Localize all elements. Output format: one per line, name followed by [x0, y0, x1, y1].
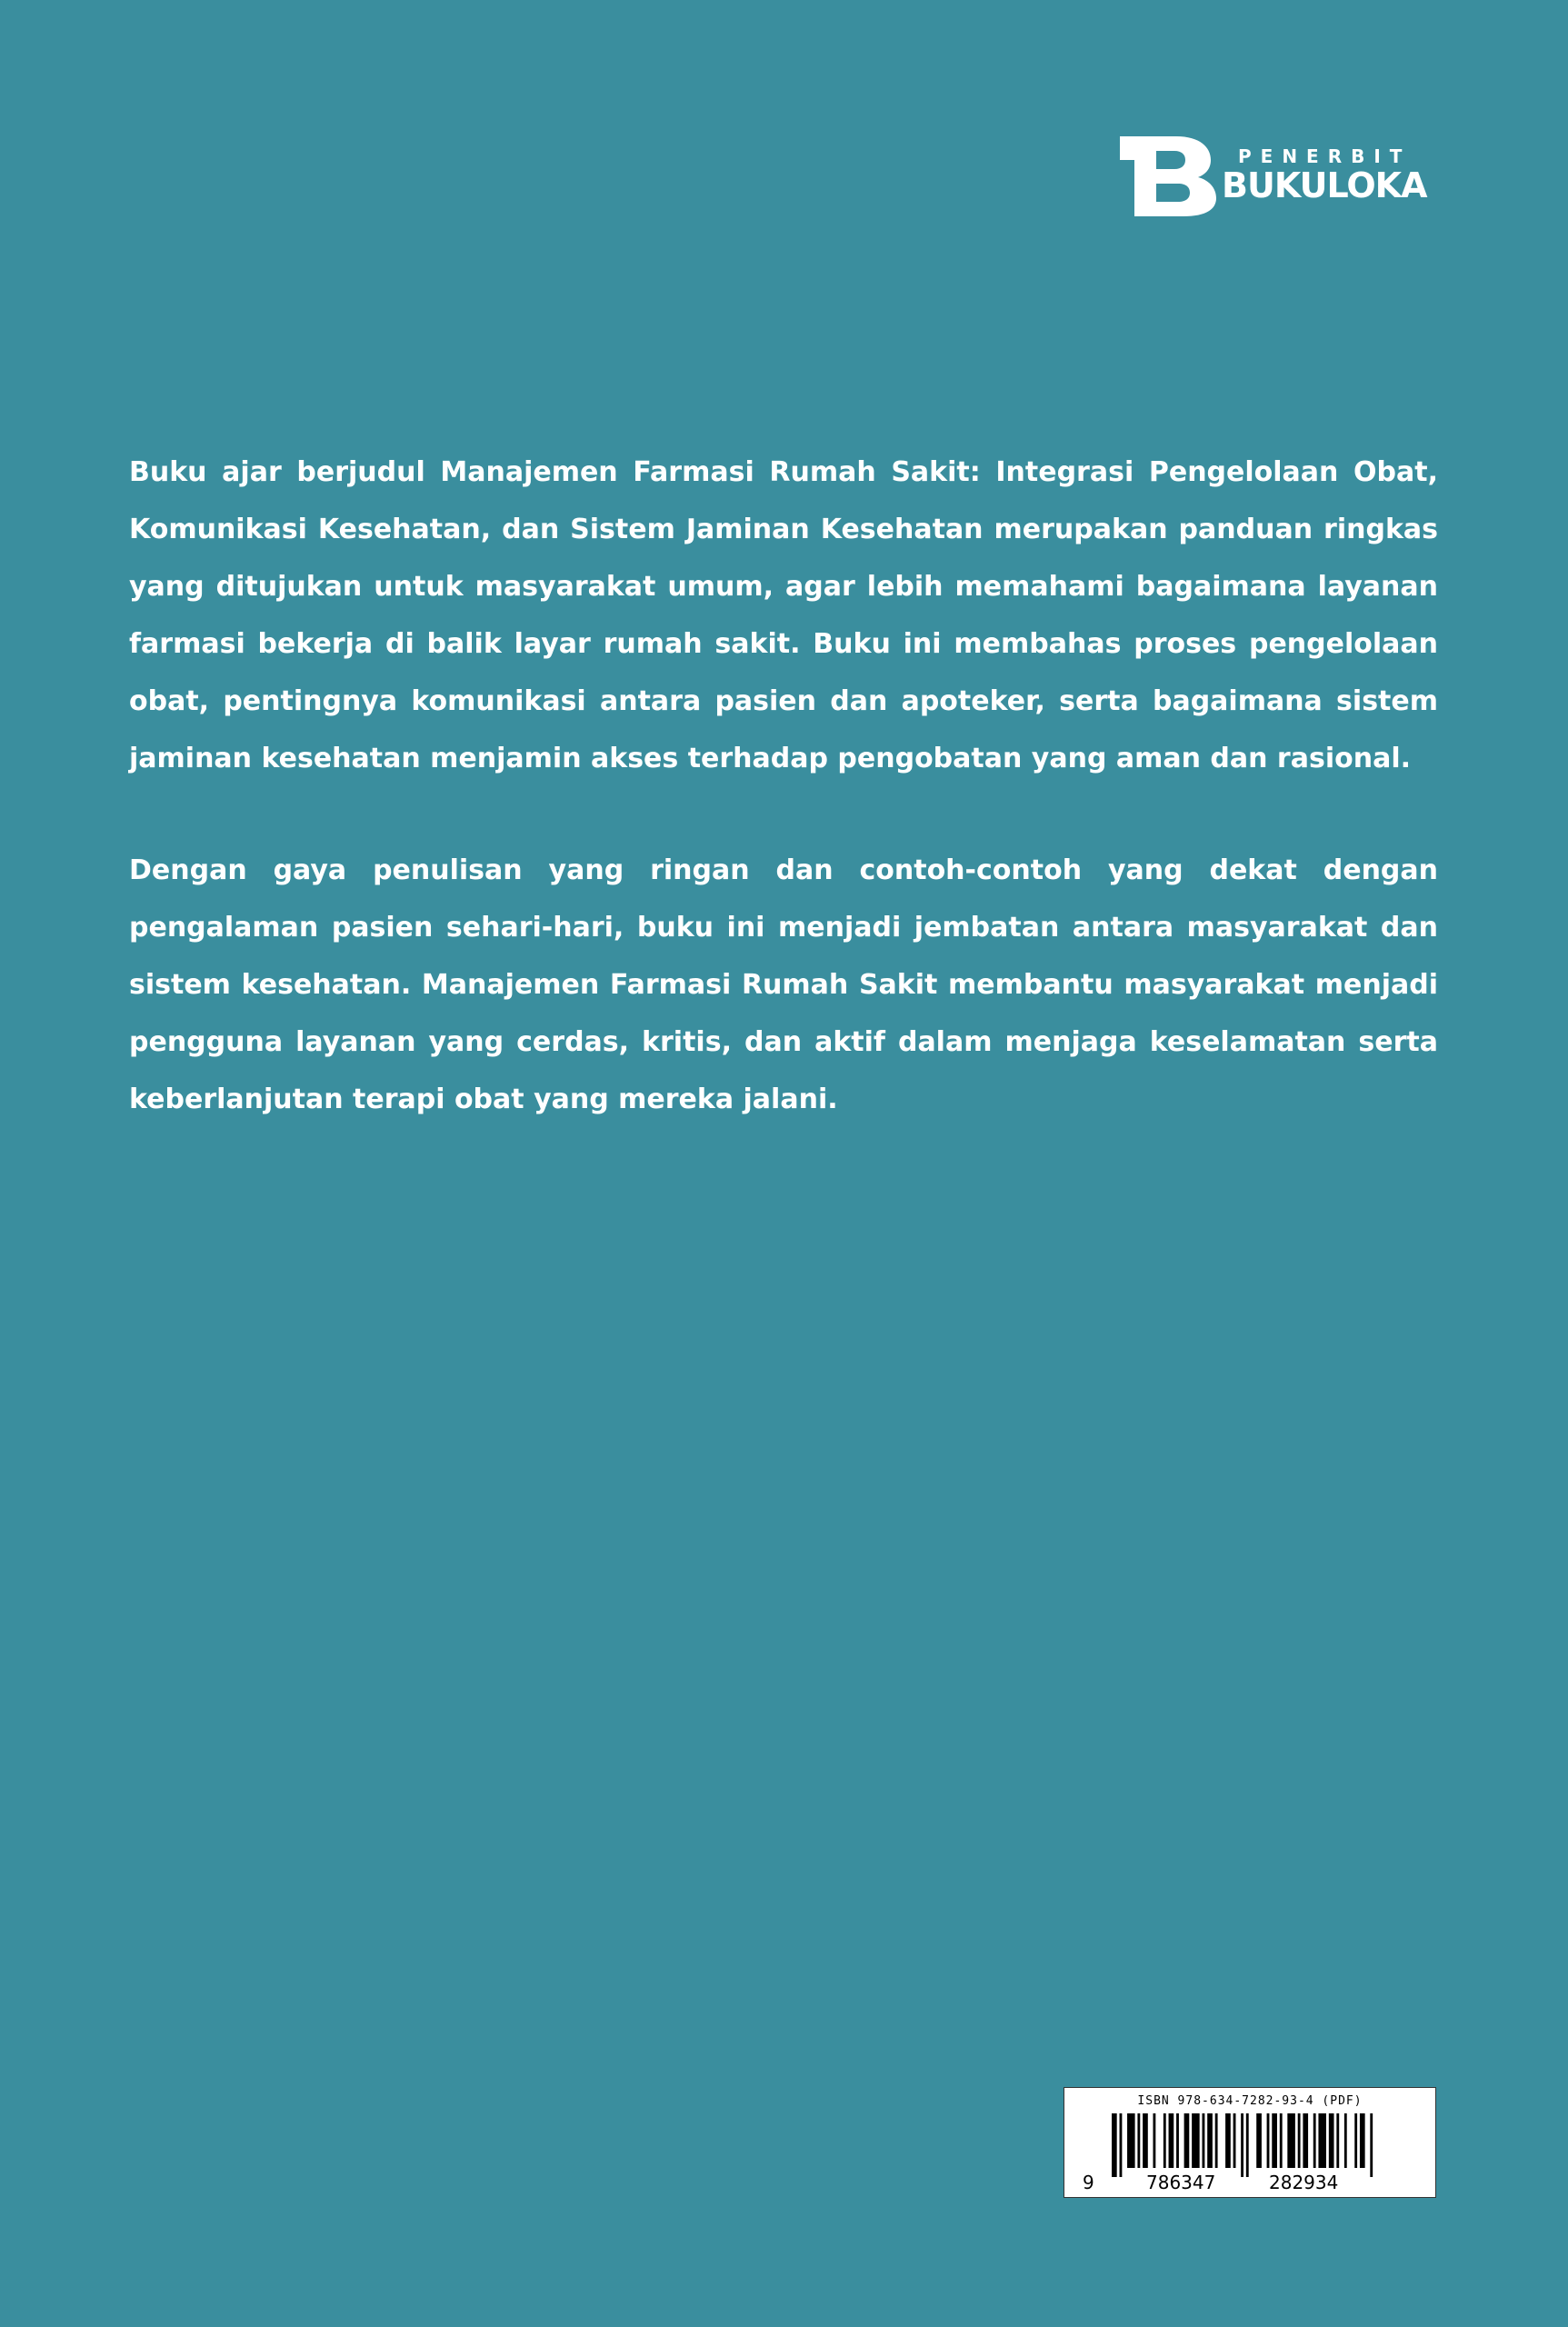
barcode-bar — [1225, 2113, 1231, 2168]
blurb-paragraph-1: Buku ajar berjudul Manajemen Farmasi Rumah Sakit: Integrasi Pengelolaan Obat, Komunikasi Kesehatan, dan Sistem Jaminan Kesehatan merupakan panduan ringkas yang ditujukan untuk masyarakat umum, agar lebih memahami bagaimana layanan farmasi bekerja di balik layar rumah sakit. Buku ini membahas proses pengelolaan obat, pentingnya komunikasi antara pasien dan apoteker, serta bagaimana sistem jaminan kesehatan menjamin akses terhadap pengobatan yang aman dan rasional. — [129, 456, 1438, 774]
publisher-label-small: PENERBIT — [1238, 145, 1412, 167]
barcode-bar — [1184, 2113, 1190, 2168]
barcode-bar — [1313, 2113, 1316, 2168]
barcode-bar — [1164, 2113, 1166, 2168]
barcode-bar — [1329, 2113, 1334, 2168]
letter-b-logo-icon — [1120, 136, 1220, 216]
barcode-digit-first: 9 — [1083, 2172, 1094, 2193]
barcode-bar — [1127, 2113, 1135, 2168]
barcode-digits-right: 282934 — [1269, 2172, 1339, 2193]
publisher-logo — [1120, 136, 1438, 218]
barcode-bar — [1318, 2113, 1326, 2168]
barcode-bar — [1233, 2113, 1236, 2168]
barcode-bar — [1344, 2113, 1347, 2168]
barcode-bar — [1298, 2113, 1301, 2168]
barcode-bar — [1143, 2113, 1148, 2168]
isbn-label: ISBN 978-634-7282-93-4 (PDF) — [1137, 2094, 1363, 2108]
barcode-bar — [1287, 2113, 1295, 2168]
barcode-bar — [1241, 2113, 1243, 2177]
barcode-bar — [1246, 2113, 1249, 2177]
barcode-icon — [1112, 2113, 1375, 2177]
barcode-bar — [1370, 2113, 1373, 2177]
barcode-bar — [1120, 2113, 1123, 2177]
barcode-bar — [1336, 2113, 1339, 2168]
blurb-paragraph-2: Dengan gaya penulisan yang ringan dan contoh-contoh yang dekat dengan pengalaman pasien sehari-hari, buku ini menjadi jembatan antara masyarakat dan sistem kesehatan. Manajemen Farmasi Rumah Sakit membantu masyarakat menjadi pengguna layanan yang cerdas, kritis, dan aktif dalam menjaga keselamatan serta keberlanjutan terapi obat yang mereka jalani. — [129, 854, 1438, 1115]
barcode-bar — [1192, 2113, 1200, 2168]
barcode-digits-left: 786347 — [1146, 2172, 1216, 2193]
barcode-bar — [1176, 2113, 1179, 2168]
barcode-bar — [1303, 2113, 1308, 2168]
barcode-bar — [1360, 2113, 1365, 2168]
barcode-bar — [1256, 2113, 1262, 2168]
barcode-bar — [1137, 2113, 1140, 2168]
barcode-bar — [1169, 2113, 1174, 2168]
publisher-name: BUKULOKA — [1222, 165, 1427, 205]
barcode-bar — [1207, 2113, 1213, 2168]
barcode-bar — [1215, 2113, 1218, 2168]
barcode-bar — [1153, 2113, 1155, 2168]
barcode-bar — [1354, 2113, 1357, 2168]
barcode-bar — [1272, 2113, 1277, 2168]
barcode-bar — [1203, 2113, 1205, 2168]
barcode-bar — [1267, 2113, 1270, 2168]
isbn-barcode-box — [1064, 2087, 1436, 2198]
barcode-bar — [1112, 2113, 1117, 2177]
barcode-bar — [1280, 2113, 1283, 2168]
